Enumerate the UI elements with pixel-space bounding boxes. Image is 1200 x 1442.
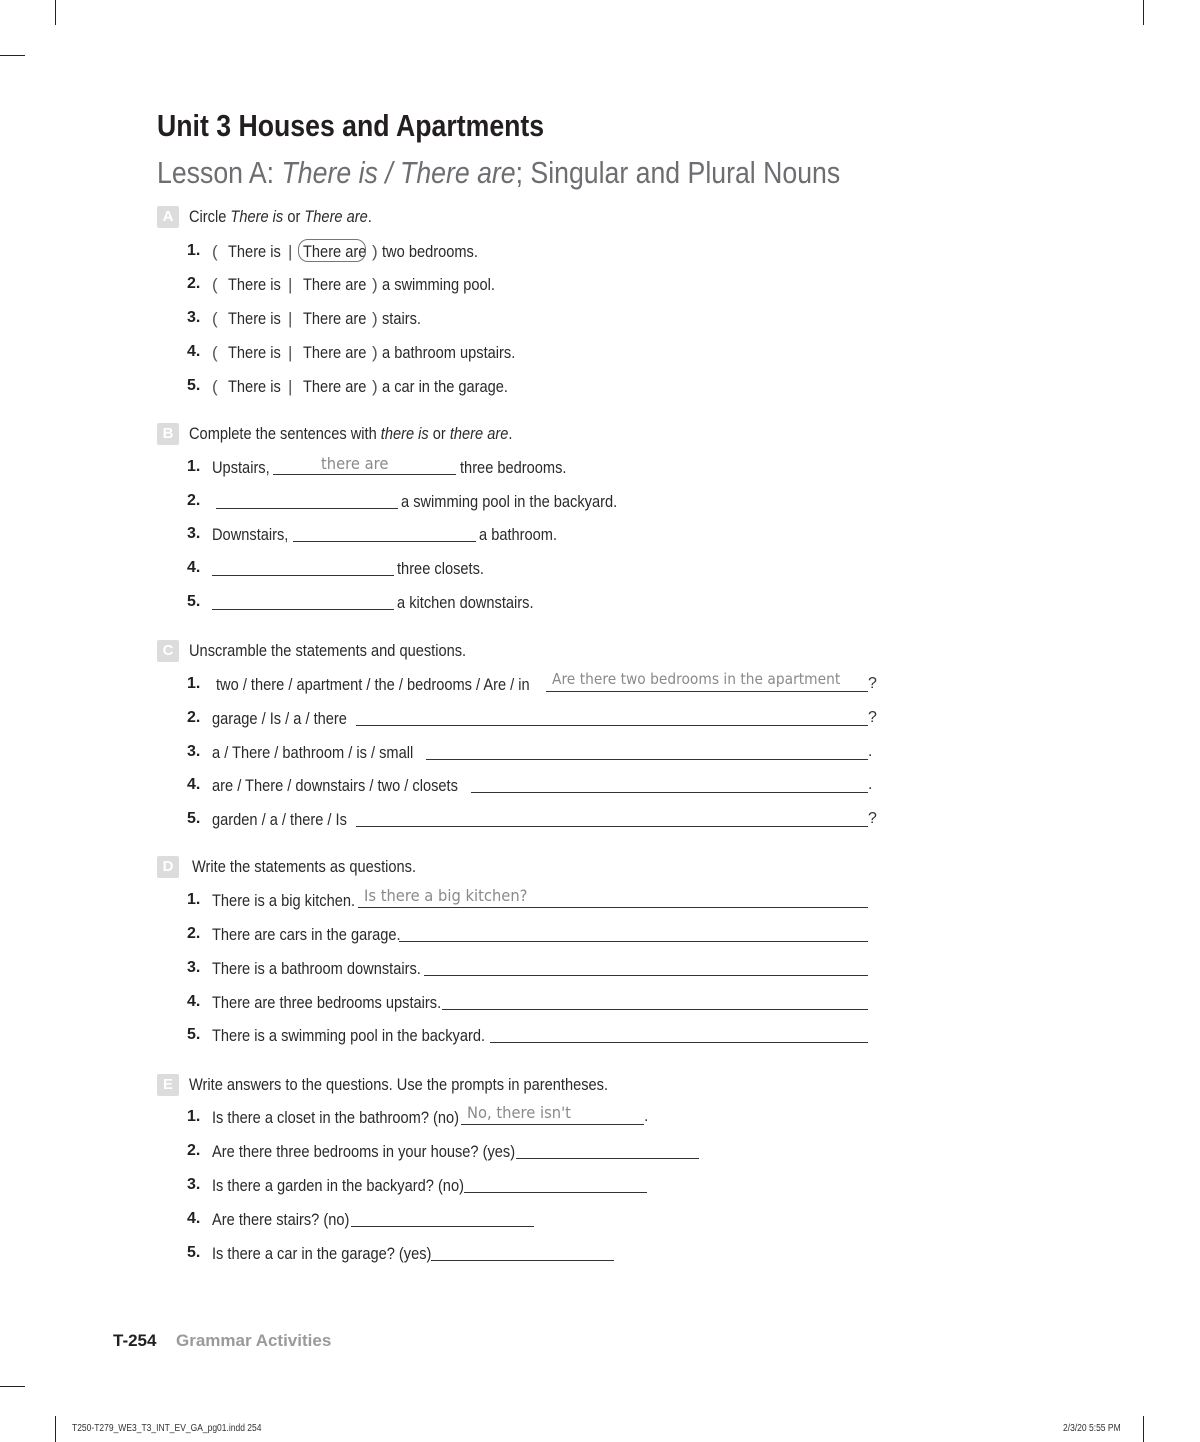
answer-blank[interactable] [464,1173,647,1193]
exercise-item [187,274,787,298]
item-number: 5. [187,1026,201,1043]
paren-close: ) [372,343,378,362]
exercise-item [187,775,887,799]
exercise-item [187,809,887,833]
section-letter: A [157,206,179,228]
exercise-item [187,524,887,548]
item-number: 5. [187,810,201,827]
paren-open: ( [212,242,218,261]
exercise-item [187,454,887,481]
slug-file: T250-T279_WE3_T3_INT_EV_GA_pg01.indd 254 [72,1423,262,1434]
question-prompt: Are there stairs? (no) [212,1210,350,1229]
section-letter: B [157,423,179,445]
crop-mark [1143,0,1144,25]
paren-close: ) [372,242,378,261]
item-number: 1. [187,675,201,692]
scrambled-prompt: garage / Is / a / there [212,709,347,728]
end-punctuation: . [868,776,873,793]
option-there-is[interactable]: There is [228,275,281,294]
item-number: 5. [187,1244,201,1261]
item-text: a swimming pool in the backyard. [401,492,618,511]
item-number: 1. [187,1108,201,1125]
section-letter: E [157,1074,179,1096]
question-prompt: Are there three bedrooms in your house? (yes) [212,1142,516,1161]
item-text: three closets. [397,559,484,578]
end-punctuation: ? [868,810,877,827]
exercise-item [187,241,787,265]
option-there-is[interactable]: There is [228,242,281,261]
exercise-item [187,924,887,948]
item-number: 2. [187,1142,201,1159]
exercise-item [187,742,887,766]
filled-answer: Is there a big kitchen? [364,886,528,905]
option-there-is[interactable]: There is [228,343,281,362]
answer-blank[interactable] [424,956,868,976]
exercise-item [187,558,887,582]
section-instructions: Complete the sentences with there is or there are. [189,424,513,443]
option-there-are[interactable]: There are [303,275,367,294]
item-text: three bedrooms. [460,458,567,477]
option-separator: | [288,242,293,261]
question-prompt: Is there a garden in the backyard? (no) [212,1176,464,1195]
answer-blank[interactable] [212,556,394,576]
paren-close: ) [372,377,378,396]
lesson-title: Lesson A: There is / There are; Singular and Plural Nouns [157,155,841,190]
exercise-item [187,992,887,1016]
answer-blank[interactable] [431,1241,614,1261]
exercise-item [187,958,887,982]
option-there-are[interactable]: There are [303,242,367,261]
answer-blank[interactable] [216,489,398,509]
item-number: 1. [187,891,201,908]
option-there-is[interactable]: There is [228,377,281,396]
exercise-item [187,1209,787,1233]
option-separator: | [288,309,293,328]
end-punctuation: ? [868,709,877,726]
answer-blank[interactable] [356,706,868,726]
item-number: 5. [187,377,201,394]
item-text: a bathroom upstairs. [382,343,516,362]
answer-blank[interactable] [293,522,476,542]
item-number: 4. [187,776,201,793]
paren-close: ) [372,275,378,294]
item-number: 2. [187,925,201,942]
section-instructions: Unscramble the statements and questions. [189,641,467,660]
answer-blank[interactable] [351,1207,534,1227]
item-number: 4. [187,1210,201,1227]
statement-prompt: There are three bedrooms upstairs. [212,993,442,1012]
answer-blank[interactable] [516,1139,699,1159]
item-number: 1. [187,242,201,259]
option-there-is[interactable]: There is [228,309,281,328]
end-punctuation: . [644,1108,649,1125]
item-text: a bathroom. [479,525,558,544]
crop-mark [55,0,56,25]
exercise-item [187,1141,787,1165]
paren-open: ( [212,343,218,362]
slug-date: 2/3/20 5:55 PM [1063,1423,1121,1434]
exercise-item [187,708,887,732]
answer-blank[interactable] [399,922,868,942]
filled-answer: there are [321,454,389,473]
end-punctuation: ? [868,675,877,692]
exercise-item [187,308,787,332]
scrambled-prompt: a / There / bathroom / is / small [212,743,414,762]
exercise-item [187,1103,787,1131]
answer-blank[interactable] [471,773,868,793]
exercise-item [187,376,787,400]
question-prompt: Is there a car in the garage? (yes) [212,1244,432,1263]
filled-answer: No, there isn't [467,1103,571,1122]
exercise-item [187,342,787,366]
exercise-item [187,1175,787,1199]
option-separator: | [288,377,293,396]
item-prefix: Upstairs, [212,458,270,477]
option-separator: | [288,343,293,362]
item-text: a swimming pool. [382,275,495,294]
item-number: 4. [187,559,201,576]
exercise-item [187,592,887,616]
option-there-are[interactable]: There are [303,377,367,396]
answer-blank[interactable] [490,1023,868,1043]
item-number: 4. [187,343,201,360]
item-text: stairs. [382,309,421,328]
item-number: 5. [187,593,201,610]
paren-open: ( [212,275,218,294]
end-punctuation: . [868,743,873,760]
item-number: 3. [187,525,201,542]
answer-blank[interactable] [212,590,394,610]
crop-mark [0,55,25,56]
item-number: 3. [187,959,201,976]
item-number: 3. [187,1176,201,1193]
crop-mark [55,1416,56,1442]
statement-prompt: There are cars in the garage. [212,925,401,944]
crop-mark [0,1386,25,1387]
item-text: a car in the garage. [382,377,508,396]
section-instructions: Circle There is or There are. [189,207,372,226]
answer-blank[interactable] [356,807,868,827]
paren-close: ) [372,309,378,328]
filled-answer: Are there two bedrooms in the apartment [552,670,841,688]
answer-circle [298,239,366,262]
scrambled-prompt: are / There / downstairs / two / closets [212,776,458,795]
unit-title: Unit 3 Houses and Apartments [157,108,545,143]
answer-blank[interactable] [426,740,868,760]
item-text: a kitchen downstairs. [397,593,534,612]
scrambled-prompt: garden / a / there / Is [212,810,347,829]
item-number: 4. [187,993,201,1010]
section-letter: D [157,856,179,878]
crop-mark [1143,1416,1144,1442]
footer-label: Grammar Activities [176,1331,332,1350]
item-number: 2. [187,492,201,509]
exercise-item [187,886,887,914]
section-instructions: Write the statements as questions. [192,857,417,876]
exercise-item [187,1243,787,1267]
scrambled-prompt: two / there / apartment / the / bedrooms / Are / in [216,675,530,694]
item-number: 3. [187,743,201,760]
exercise-item [187,1025,887,1049]
option-separator: | [288,275,293,294]
item-number: 2. [187,709,201,726]
item-prefix: Downstairs, [212,525,289,544]
exercise-item [187,670,887,698]
section-instructions: Write answers to the questions. Use the prompts in parentheses. [189,1075,609,1094]
item-text: two bedrooms. [382,242,478,261]
statement-prompt: There is a big kitchen. [212,891,356,910]
item-number: 1. [187,458,201,475]
option-there-are[interactable]: There are [303,343,367,362]
item-number: 3. [187,309,201,326]
paren-open: ( [212,377,218,396]
section-letter: C [157,640,179,662]
exercise-item [187,491,887,515]
paren-open: ( [212,309,218,328]
page-number: T-254 [113,1331,157,1350]
answer-blank[interactable] [442,990,868,1010]
option-there-are[interactable]: There are [303,309,367,328]
question-prompt: Is there a closet in the bathroom? (no) [212,1108,460,1127]
statement-prompt: There is a swimming pool in the backyard. [212,1026,486,1045]
item-number: 2. [187,275,201,292]
statement-prompt: There is a bathroom downstairs. [212,959,421,978]
